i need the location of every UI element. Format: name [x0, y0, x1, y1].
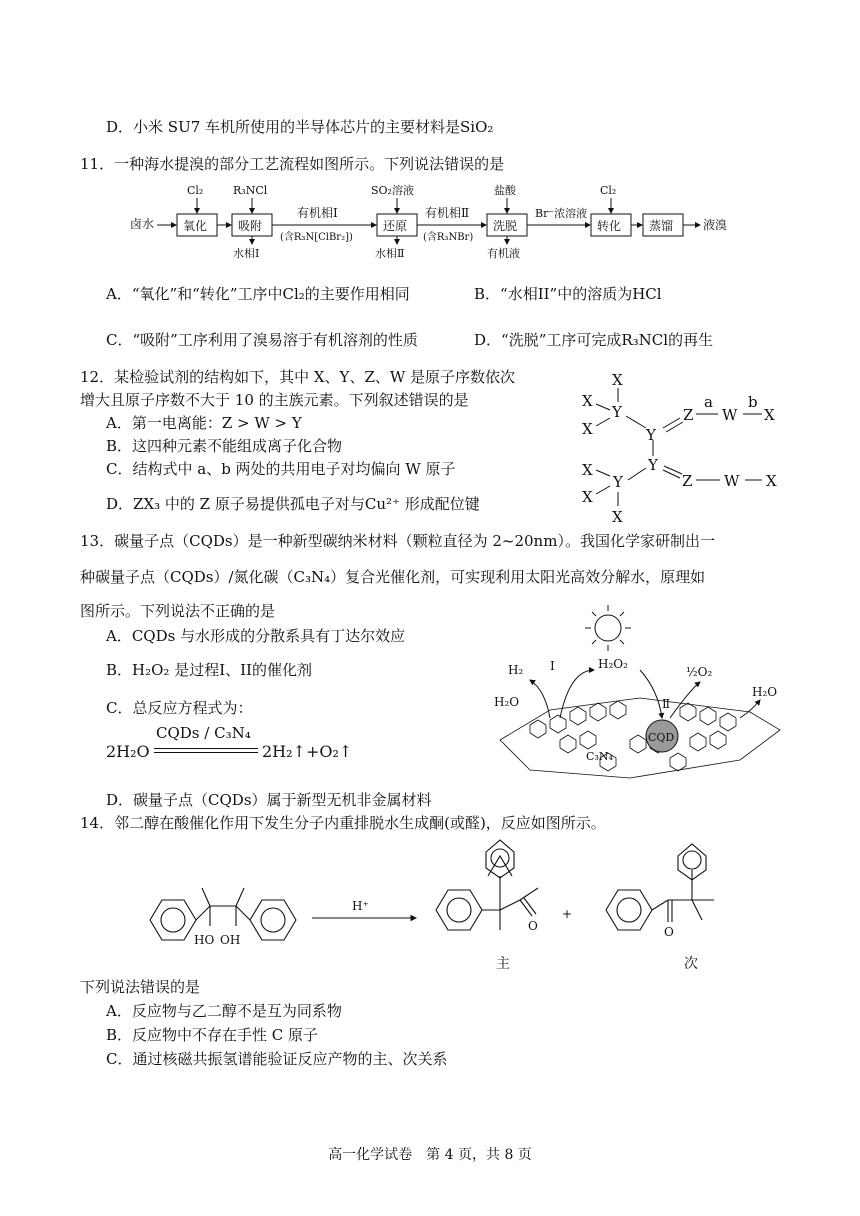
- flow-output-1: 水相Ⅰ: [233, 247, 260, 260]
- q13-stem-line2: 种碳量子点（CQDs）/氮化碳（C₃N₄）复合光催化剂，可实现利用太阳光高效分解水，原理如: [80, 568, 706, 586]
- q13-stem-line1: 13．碳量子点（CQDs）是一种新型碳纳米材料（颗粒直径为 2~20nm）。我国化学家研制出一: [80, 532, 715, 550]
- flow-link2-sub: (含R₃NBr): [423, 232, 474, 243]
- q11-option-c: C．“吸附”工序利用了溴易溶于有机溶剂的性质: [106, 331, 418, 349]
- struct-x4: X: [764, 406, 775, 424]
- flow-box-2: 吸附: [238, 219, 263, 233]
- fig-process-ii: Ⅱ: [662, 697, 671, 711]
- fig-half-o2: ½O₂: [686, 665, 713, 679]
- struct-x8: X: [612, 508, 623, 526]
- q13-catalyst-figure: [490, 600, 790, 790]
- struct-y2: Y: [646, 426, 656, 444]
- q14-option-c: C．通过核磁共振氢谱能验证反应产物的主、次关系: [106, 1050, 448, 1068]
- flow-output-2: 水相Ⅱ: [375, 247, 405, 260]
- struct-y3: Y: [648, 456, 658, 474]
- q13-option-d: D．碳量子点（CQDs）属于新型无机非金属材料: [106, 791, 432, 809]
- struct-y4: Y: [613, 473, 623, 491]
- struct-x5: X: [582, 461, 593, 479]
- flow-start: 卤水: [130, 217, 155, 231]
- q11-option-d: D．“洗脱”工序可完成R₃NCl的再生: [474, 331, 714, 349]
- flow-box-1: 氧化: [183, 219, 208, 233]
- q13-option-b: B．H₂O₂ 是过程I、II的催化剂: [106, 661, 312, 679]
- eq-right: 2H₂↑+O₂↑: [262, 742, 353, 761]
- flow-output-3: 有机液: [487, 247, 520, 260]
- q12-option-b: B．这四种元素不能组成离子化合物: [106, 437, 343, 455]
- q12-stem-line2: 增大且原子序数不大于 10 的主族元素。下列叙述错误的是: [80, 391, 469, 409]
- fig-c3n4: C₃N₄: [586, 750, 613, 763]
- q12-structure: [578, 370, 788, 530]
- flow-link1: 有机相Ⅰ: [297, 206, 338, 220]
- flow-end: 液溴: [703, 218, 728, 232]
- fig-h2o-left: H₂O: [494, 695, 520, 709]
- flow-input-4: 盐酸: [494, 184, 516, 197]
- struct-a: a: [704, 393, 713, 411]
- q14-stem: 14．邻二醇在酸催化作用下发生分子内重排脱水生成酮(或醛)，反应如图所示。: [80, 814, 606, 832]
- q14-option-a: A．反应物与乙二醇不是互为同系物: [106, 1002, 342, 1020]
- flow-link3: Br⁻浓溶液: [535, 207, 588, 220]
- q12-stem-line1: 12．某检验试剂的结构如下，其中 X、Y、Z、W 是原子序数依次: [80, 368, 516, 386]
- fig-h2o2: H₂O₂: [598, 657, 628, 671]
- struct-x6: X: [582, 488, 593, 506]
- struct-x2: X: [582, 392, 593, 410]
- flow-input-2: R₃NCl: [233, 184, 268, 197]
- struct-w2: W: [724, 472, 740, 490]
- struct-x1: X: [612, 371, 623, 389]
- flow-input-5: Cl₂: [600, 184, 617, 197]
- fig-cqd: CQD: [648, 731, 675, 744]
- q14-reagent: H⁺: [352, 899, 369, 913]
- struct-z1: Z: [683, 406, 694, 424]
- page-footer: 高一化学试卷 第 4 页，共 8 页: [328, 1147, 532, 1163]
- q14-lead: 下列说法错误的是: [80, 978, 201, 996]
- q14-reaction-scheme: [140, 836, 780, 976]
- flow-box-3: 还原: [383, 219, 408, 233]
- eq-left: 2H₂O: [106, 742, 150, 761]
- flow-link1-sub: (含R₃N[ClBr₂]): [280, 232, 353, 243]
- struct-z2: Z: [682, 472, 693, 490]
- q10-option-d: D．小米 SU7 车机所使用的半导体芯片的主要材料是SiO₂: [106, 118, 494, 136]
- eq-arrow: [154, 748, 258, 753]
- q13-stem-line3: 图所示。下列说法不正确的是: [80, 602, 276, 620]
- flow-box-6: 蒸馏: [649, 219, 674, 233]
- q14-label-minor: 次: [684, 956, 698, 972]
- q14-label-major: 主: [496, 956, 510, 972]
- flow-box-4: 洗脱: [493, 219, 518, 233]
- struct-b: b: [748, 393, 758, 411]
- q14-option-b: B．反应物中不存在手性 C 原子: [106, 1026, 319, 1044]
- q12-option-a: A．第一电离能：Z > W > Y: [106, 414, 302, 432]
- q13-option-a: A．CQDs 与水形成的分散系具有丁达尔效应: [106, 627, 406, 645]
- fig-h2o-right: H₂O: [752, 685, 778, 699]
- flow-input-1: Cl₂: [187, 184, 204, 197]
- q13-option-c: C．总反应方程式为：: [106, 699, 253, 717]
- q11-option-a: A．“氧化”和“转化”工序中Cl₂的主要作用相同: [106, 285, 410, 303]
- q13-equation: [106, 724, 376, 770]
- flow-link2: 有机相Ⅱ: [425, 206, 470, 220]
- flow-input-3: SO₂溶液: [371, 184, 414, 197]
- q12-option-d: D．ZX₃ 中的 Z 原子易提供孤电子对与Cu²⁺ 形成配位键: [106, 495, 480, 513]
- fig-h2: H₂: [508, 663, 524, 677]
- q14-plus: +: [562, 907, 573, 921]
- q14-ho: HO: [194, 933, 215, 947]
- eq-condition: CQDs / C₃N₄: [156, 724, 251, 742]
- fig-process-i: Ⅰ: [550, 659, 555, 673]
- struct-x7: X: [766, 472, 777, 490]
- flow-box-5: 转化: [597, 219, 622, 233]
- q11-option-b: B．“水相II”中的溶质为HCl: [474, 285, 662, 303]
- struct-y1: Y: [612, 403, 622, 421]
- q11-stem: 11．一种海水提溴的部分工艺流程如图所示。下列说法错误的是: [80, 155, 505, 173]
- struct-w1: W: [722, 406, 738, 424]
- q14-o-major: O: [528, 919, 538, 933]
- struct-x3: X: [582, 420, 593, 438]
- q12-option-c: C．结构式中 a、b 两处的共用电子对均偏向 W 原子: [106, 460, 456, 478]
- q14-o-minor: O: [664, 925, 674, 939]
- q14-oh: OH: [220, 933, 241, 947]
- q11-flow-diagram: [125, 182, 745, 262]
